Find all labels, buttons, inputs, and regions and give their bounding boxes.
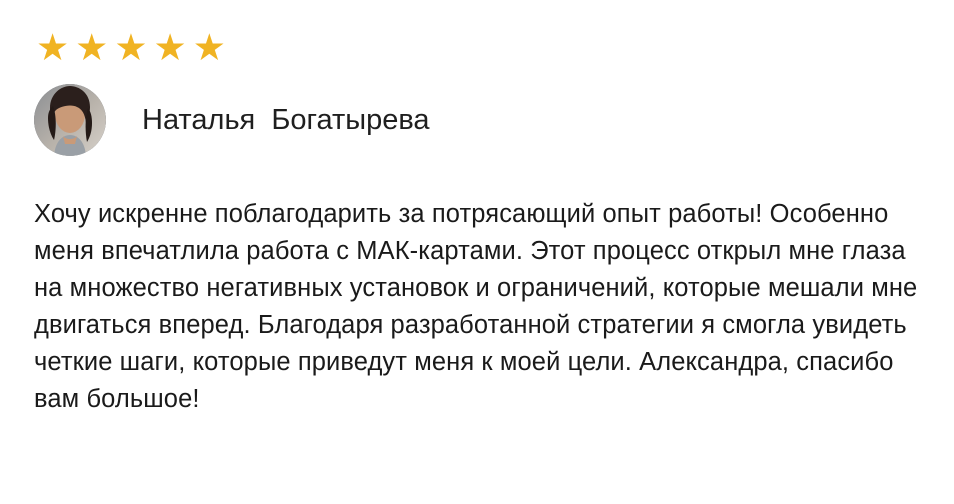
star-icon-2: ★ (75, 26, 109, 68)
star-icon-5: ★ (192, 26, 226, 68)
star-icon-1: ★ (36, 26, 70, 68)
star-icon-3: ★ (114, 26, 148, 68)
author-name: Наталья Богатырева (142, 104, 430, 136)
review-text: Хочу искренне поблагодарить за потрясающий опыт работы! Особенно меня впечатлила работа с МАК-картами. Этот процесс открыл мне глаза на множество негативных установок и ограничений, которые мешали мне двигаться вперед. Благодаря разработанной стратегии я смогла увидеть четкие шаги, которые приведут меня к моей цели. Александра, спасибо вам большое! (34, 200, 918, 413)
avatar (34, 84, 106, 156)
star-icon-4: ★ (153, 26, 187, 68)
author-row (34, 82, 920, 158)
rating-stars (36, 26, 920, 68)
